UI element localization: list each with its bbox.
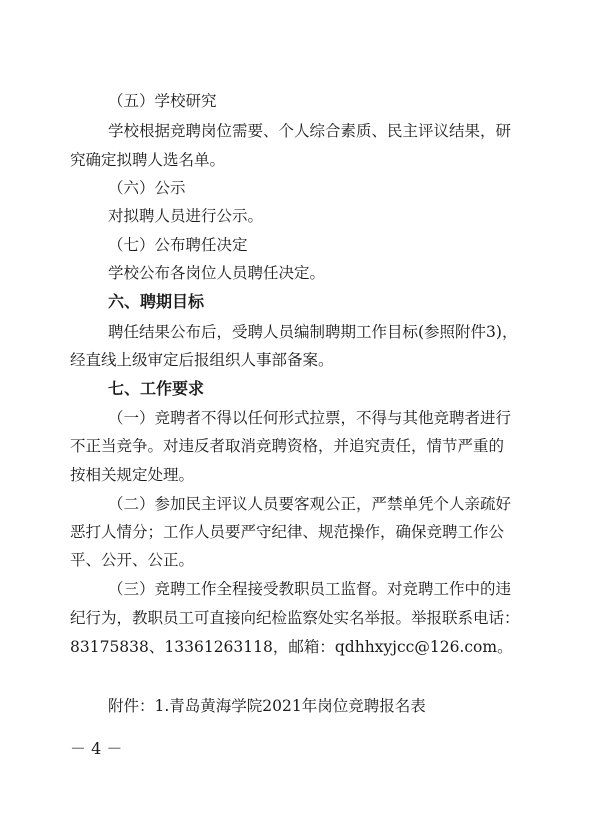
term-goals-text-1: 聘任结果公布后，受聘人员编制聘期工作目标(参照附件3)， [108,323,518,341]
req-1-text-1: （一）竞聘者不得以任何形式拉票，不得与其他竞聘者进行 [108,409,512,427]
section-7-text: 学校公布各岗位人员聘任决定。 [108,264,326,282]
section-5-text-1: 学校根据竞聘岗位需要、个人综合素质、民主评议结果，研 [108,122,512,140]
section-7-heading: （七）公布聘任决定 [108,236,248,254]
heading-term-goals: 六、聘期目标 [108,292,205,311]
req-1-text-3: 按相关规定处理。 [70,466,195,484]
page-number: － 4 － [70,739,123,758]
req-3-text-2: 纪行为，教职员工可直接向纪检监察处实名举报。举报联系电话： [70,609,520,627]
section-6-heading: （六）公示 [108,179,186,197]
req-2-text-2: 恶打人情分；工作人员要严守纪律、规范操作，确保竞聘工作公 [70,523,505,541]
heading-work-requirements: 七、工作要求 [108,379,205,398]
req-2-text-3: 平、公开、公正。 [70,551,195,569]
req-2-text-1: （二）参加民主评议人员要客观公正，严禁单凭个人亲疏好 [108,495,512,513]
req-1-text-2: 不正当竞争。对违反者取消竞聘资格，并追究责任，情节严重的 [70,437,505,455]
section-6-text: 对拟聘人员进行公示。 [108,207,264,225]
section-5-heading: （五）学校研究 [108,92,217,110]
req-3-text-1: （三）竞聘工作全程接受教职员工监督。对竞聘工作中的违 [108,580,512,598]
term-goals-text-2: 经直线上级审定后报组织人事部备案。 [70,351,334,369]
attachment-line: 附件：1.青岛黄海学院2021年岗位竞聘报名表 [108,697,426,715]
section-5-text-2: 究确定拟聘人选名单。 [70,151,226,169]
req-3-contact: 83175838、13361263118，邮箱：qdhhxyjcc@126.com。 [70,638,513,656]
